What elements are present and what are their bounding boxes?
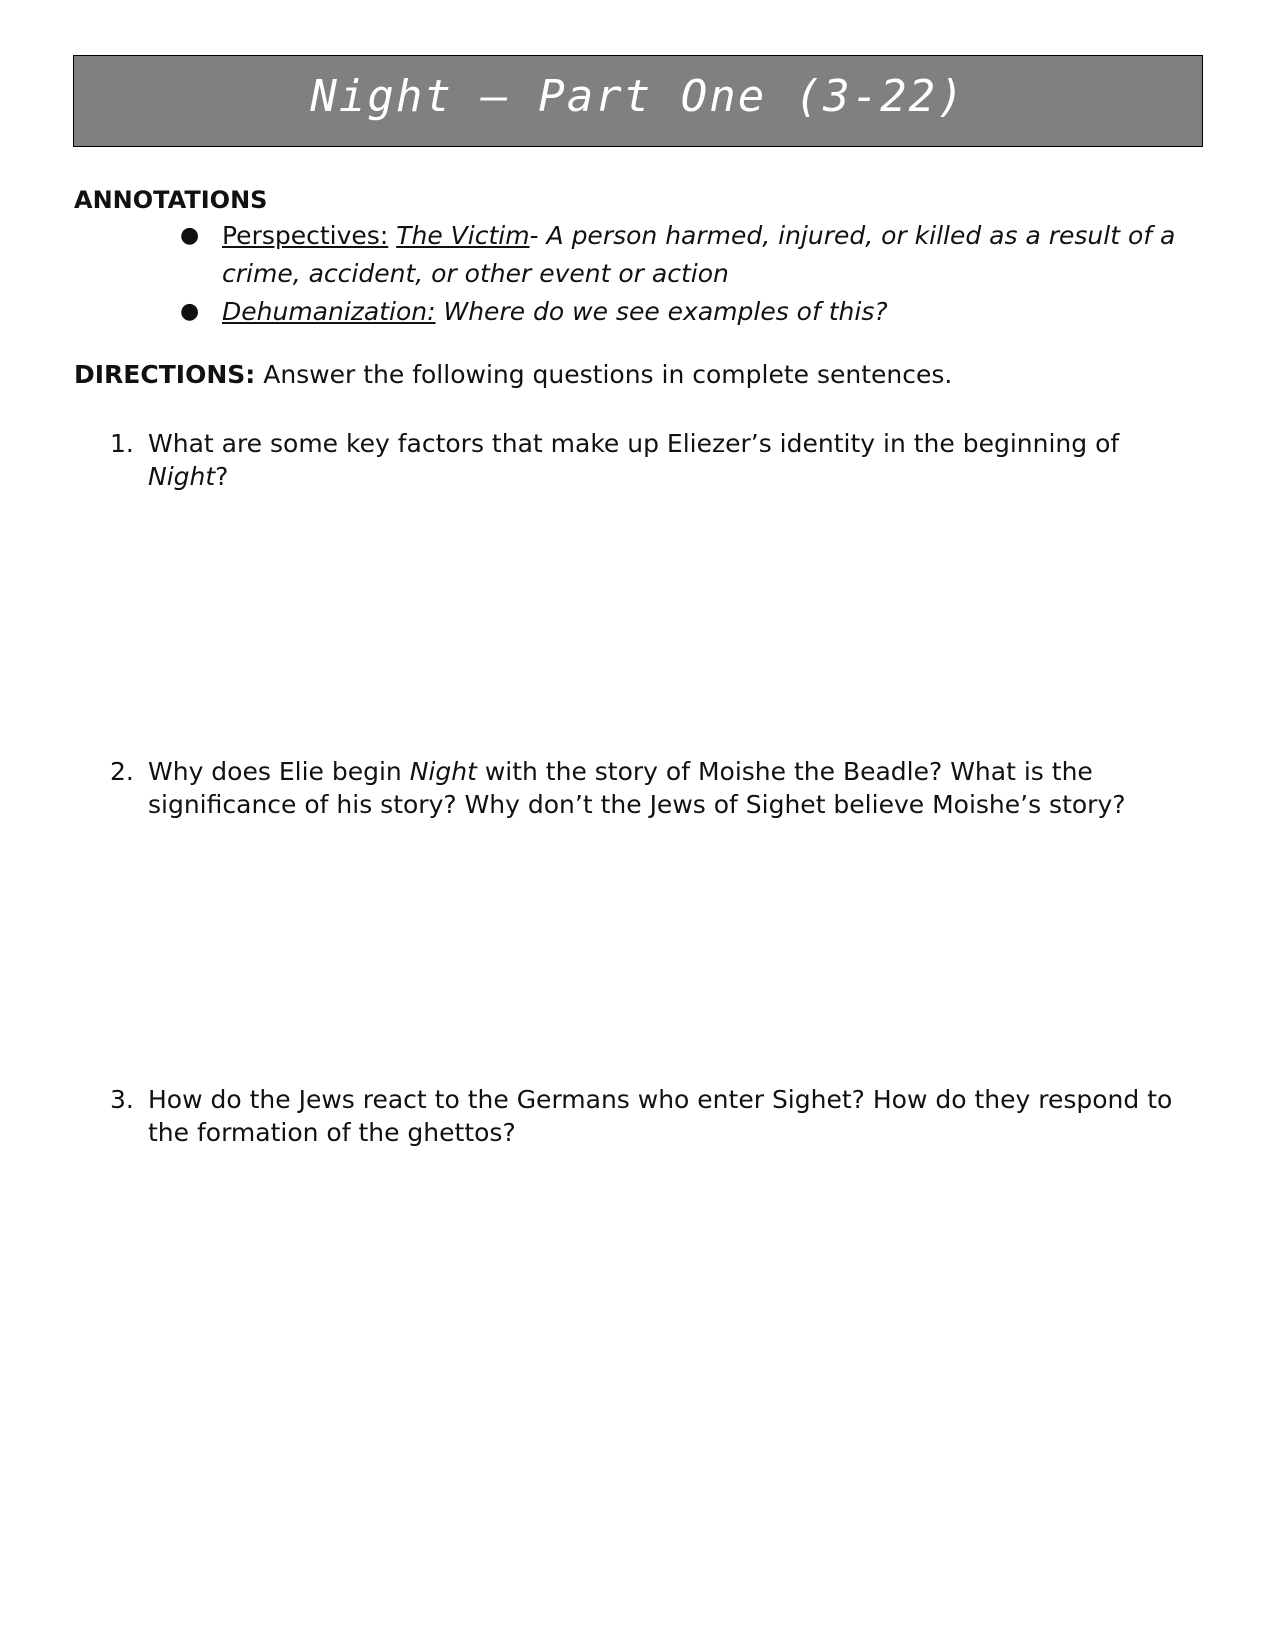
question-3 bbox=[110, 1083, 1190, 1149]
bullet-icon: ● bbox=[180, 223, 200, 248]
question-text: What are some key factors that make up Eliezer’s identity in the beginning of Night? bbox=[148, 429, 1120, 491]
annotation-definition: Where do we see examples of this? bbox=[435, 297, 888, 326]
title-banner bbox=[73, 55, 1203, 147]
annotation-item-perspectives bbox=[180, 217, 1200, 293]
annotations-heading: ANNOTATIONS bbox=[74, 186, 268, 214]
directions-label: DIRECTIONS: bbox=[74, 360, 256, 389]
question-1 bbox=[110, 427, 1190, 493]
annotation-item-dehumanization bbox=[180, 293, 1200, 331]
page-title: Night – Part One (3-22) bbox=[310, 70, 966, 122]
question-2 bbox=[110, 755, 1190, 821]
annotation-term: Perspectives: bbox=[222, 221, 389, 250]
directions-text: Answer the following questions in complete sentences. bbox=[255, 360, 953, 389]
question-text: Why does Elie begin Night with the story of Moishe the Beadle? What is the significance of his story? Why don’t the Jews of Sighet believe Moishe’s story? bbox=[148, 757, 1126, 819]
question-text: How do the Jews react to the Germans who enter Sighet? How do they respond to the formation of the ghettos? bbox=[148, 1085, 1173, 1147]
annotation-subterm: The Victim bbox=[396, 221, 530, 250]
question-number: 3. bbox=[110, 1085, 134, 1114]
question-number: 1. bbox=[110, 429, 134, 458]
annotation-term: Dehumanization: bbox=[222, 297, 436, 326]
annotations-list bbox=[180, 217, 1200, 331]
bullet-icon: ● bbox=[180, 299, 200, 324]
annotation-definition: - A person harmed, injured, or killed as a result of a crime, accident, or other event or action bbox=[222, 221, 1176, 288]
question-number: 2. bbox=[110, 757, 134, 786]
directions bbox=[74, 360, 952, 389]
